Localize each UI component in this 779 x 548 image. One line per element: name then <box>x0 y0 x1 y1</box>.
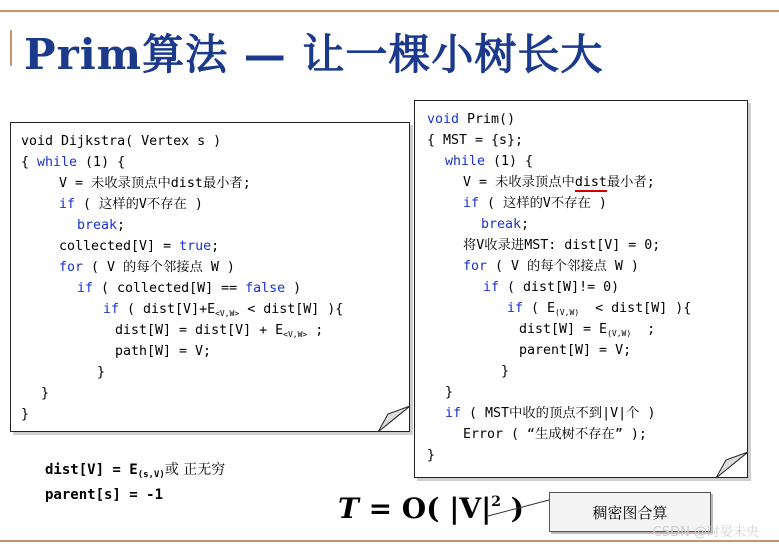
formula-var: T <box>338 492 359 525</box>
code-text: } <box>427 448 436 463</box>
code-text: } <box>41 386 50 401</box>
code-line <box>463 260 639 273</box>
note-text: dist[V] = E <box>45 462 138 478</box>
code-line <box>59 177 251 190</box>
code-text: ( V 的每个邻接点 W ) <box>83 260 235 275</box>
code-line <box>59 198 203 211</box>
code-text: 将V收录进MST: dist[V] = 0; <box>463 238 661 253</box>
code-line <box>77 282 301 295</box>
code-line <box>115 324 323 339</box>
code-line <box>103 303 343 318</box>
keyword: if <box>483 280 500 295</box>
keyword: void <box>427 112 460 127</box>
code-text: ; <box>631 322 656 337</box>
formula-exponent: 2 <box>491 494 502 510</box>
keyword: if <box>507 301 524 316</box>
keyword: if <box>77 281 94 296</box>
keyword: if <box>59 197 76 212</box>
note-text: 或 正无穷 <box>164 462 226 478</box>
code-line <box>41 387 49 400</box>
page-fold-icon <box>716 452 748 478</box>
subscript: <V,W> <box>215 309 240 318</box>
keyword: if <box>445 406 462 421</box>
code-text: ; <box>307 323 324 338</box>
code-text: ) <box>285 281 302 296</box>
code-line <box>445 155 533 168</box>
code-text: 最小者; <box>606 175 655 190</box>
keyword: while <box>37 155 78 170</box>
code-text: ( V 的每个邻接点 W ) <box>487 259 639 274</box>
callout-pointer <box>486 498 550 520</box>
formula-text: = O( |V| <box>358 492 492 525</box>
code-text: } <box>501 364 510 379</box>
formula-text: ) <box>501 492 525 525</box>
code-text: < dist[W] ){ <box>239 302 344 317</box>
underlined-text: dist <box>574 175 607 190</box>
code-line <box>97 366 105 379</box>
code-text: ( E <box>523 301 556 316</box>
code-text: } <box>21 407 30 422</box>
prim-code <box>415 101 692 463</box>
code-line <box>77 219 125 232</box>
code-line <box>21 156 125 169</box>
keyword: for <box>463 259 488 274</box>
subscript: (s,V) <box>137 470 165 480</box>
code-text: ( 这样的V不存在 ) <box>75 197 203 212</box>
keyword: true <box>179 239 212 254</box>
code-text: dist[W] = dist[V] + E <box>115 323 284 338</box>
code-line <box>519 323 655 338</box>
code-line <box>21 408 29 421</box>
code-line <box>115 345 211 358</box>
code-line <box>507 302 691 317</box>
keyword: false <box>245 281 286 296</box>
code-text: parent[W] = V; <box>519 343 632 358</box>
code-text: ( MST中收的顶点不到|V|个 ) <box>461 406 656 421</box>
code-line <box>427 113 515 126</box>
code-text: ( dist[W]!= 0) <box>499 280 620 295</box>
top-rule <box>0 10 779 12</box>
code-line <box>463 197 607 210</box>
code-line <box>519 344 631 357</box>
code-text: Prim() <box>459 112 516 127</box>
keyword: if <box>103 302 120 317</box>
code-line <box>59 261 235 274</box>
keyword: break <box>481 217 522 232</box>
code-text: dist[W] = E <box>519 322 608 337</box>
watermark: CSDN @时晏未央 <box>652 525 759 540</box>
keyword: break <box>77 218 118 233</box>
code-text: } <box>445 385 454 400</box>
code-line <box>501 365 509 378</box>
subscript: <V,W> <box>283 330 308 339</box>
code-line <box>483 281 619 294</box>
keyword: if <box>463 196 480 211</box>
code-line <box>21 135 221 148</box>
parent-init-note <box>45 487 163 503</box>
code-text: V = 未收录顶点中 <box>463 175 575 190</box>
note-text: parent[s] = -1 <box>45 487 164 503</box>
dijkstra-code <box>11 123 344 422</box>
keyword: for <box>59 260 84 275</box>
code-text: { <box>21 155 38 170</box>
code-line <box>463 428 647 441</box>
code-text: (1) { <box>485 154 534 169</box>
code-text: Error ( “生成树不存在” ); <box>463 427 647 442</box>
code-text: { MST = {s}; <box>427 133 524 148</box>
code-text: void Dijkstra( Vertex s ) <box>21 134 222 149</box>
code-text: (1) { <box>77 155 126 170</box>
code-line <box>481 218 529 231</box>
code-text: collected[V] = <box>59 239 180 254</box>
subscript: (V,W) <box>555 308 580 317</box>
title-accent-bar <box>10 30 12 66</box>
code-line <box>463 239 660 252</box>
code-text: ( dist[V]+E <box>119 302 216 317</box>
code-line <box>463 176 655 189</box>
page-fold-icon <box>378 406 410 432</box>
code-line <box>445 386 453 399</box>
code-text: ( collected[W] == <box>93 281 246 296</box>
subscript: (V,W) <box>607 329 632 338</box>
dense-graph-callout: 稠密图合算 <box>549 492 711 532</box>
code-text: path[W] = V; <box>115 344 212 359</box>
code-text: } <box>97 365 106 380</box>
code-text: ; <box>211 239 220 254</box>
slide-title: Prim算法 — 让一棵小树长大 <box>24 30 604 79</box>
prim-code-panel <box>414 100 748 478</box>
code-text: V = 未收录顶点中dist最小者; <box>59 176 251 191</box>
code-text: ; <box>117 218 126 233</box>
code-text: ( 这样的V不存在 ) <box>479 196 607 211</box>
code-text: ; <box>521 217 530 232</box>
code-text: < dist[W] ){ <box>579 301 692 316</box>
code-line <box>59 240 219 253</box>
keyword: while <box>445 154 486 169</box>
dijkstra-code-panel <box>10 122 410 432</box>
dist-init-note <box>45 459 225 480</box>
code-line <box>445 407 655 420</box>
bottom-rule <box>0 540 779 542</box>
code-line <box>427 449 435 462</box>
code-line <box>427 134 523 147</box>
